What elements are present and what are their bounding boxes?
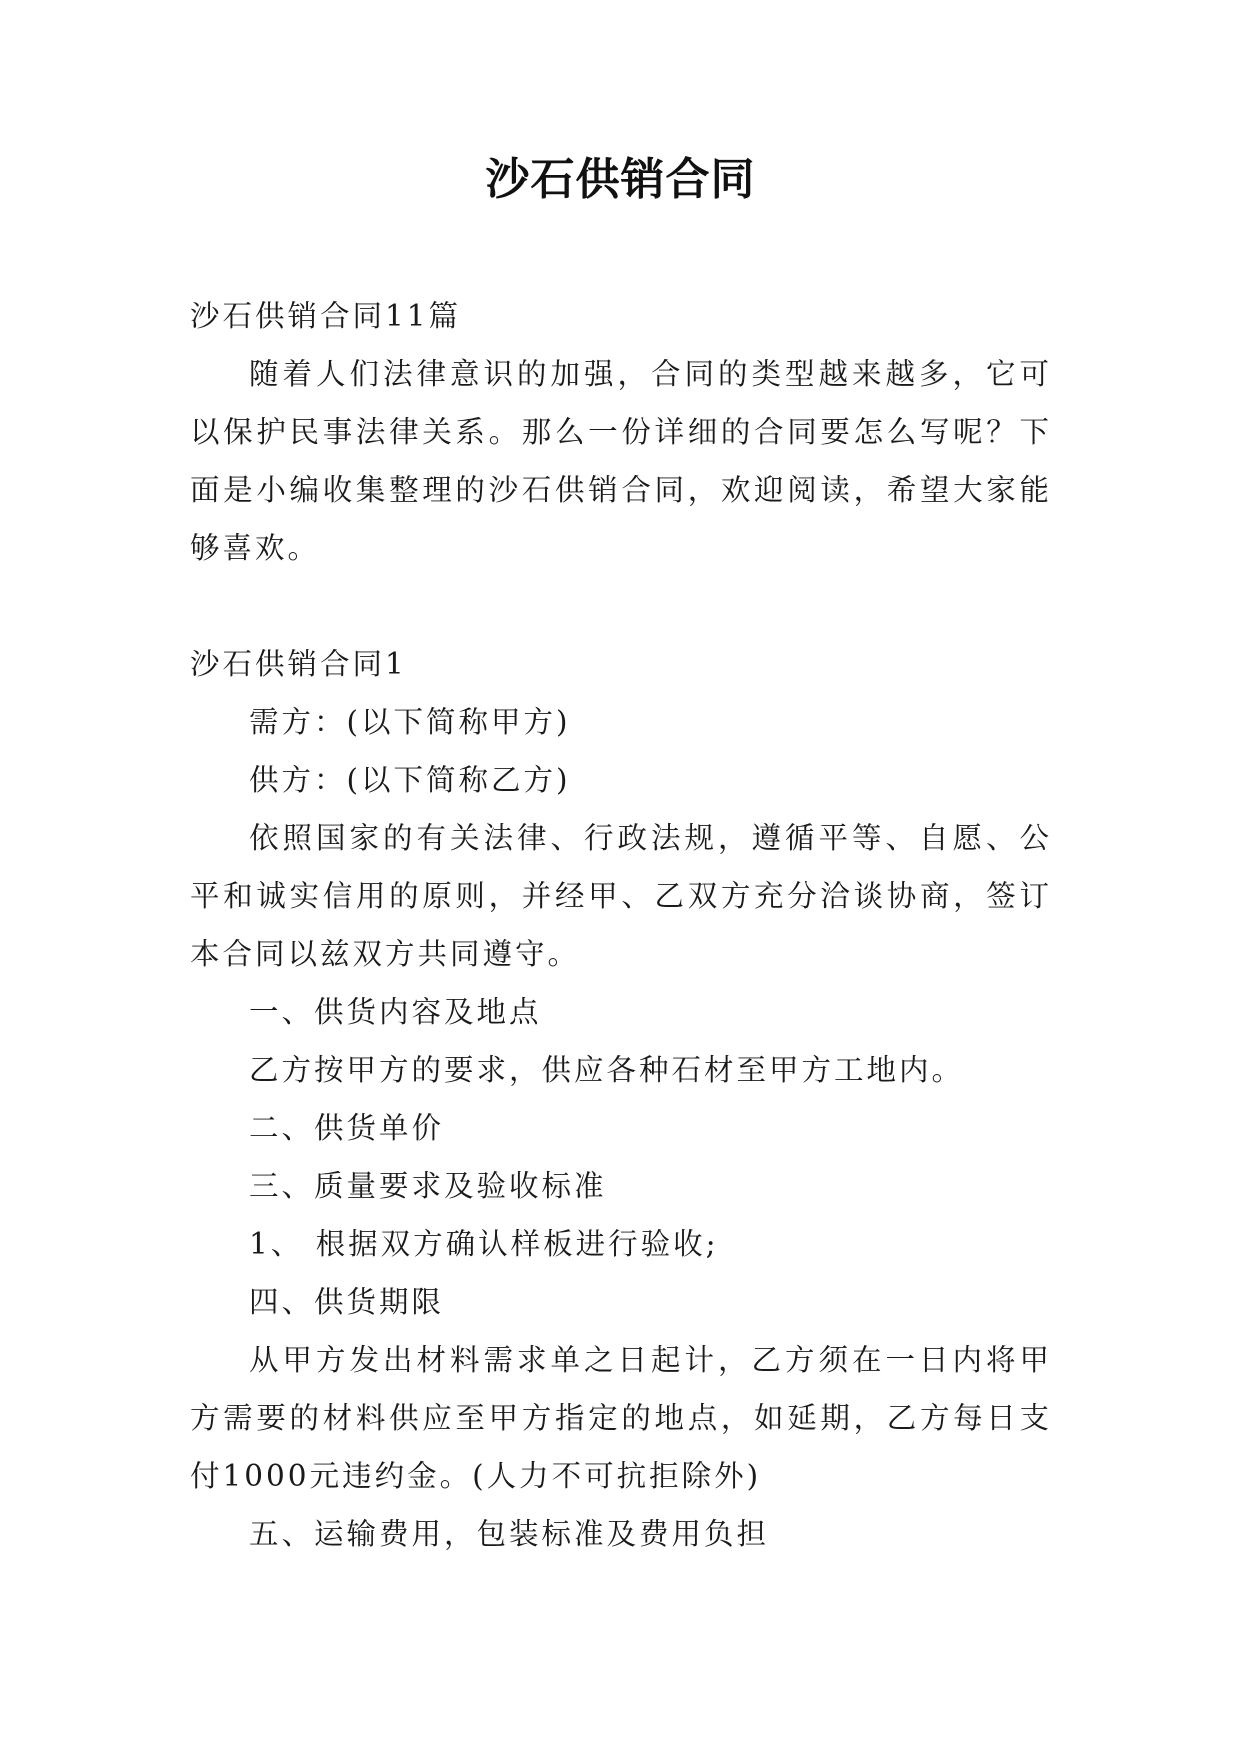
clause-item: 1、 根据双方确认样板进行验收; <box>249 1227 719 1261</box>
clause-paragraph: 乙方按甲方的要求，供应各种石材至甲方工地内。 <box>249 1053 965 1087</box>
clause-paragraph: 从甲方发出材料需求单之日起计，乙方须在一日内将甲方需要的材料供应至甲方指定的地点，如延期，乙方每日支付1000元违约金。(人力不可抗拒除外) <box>190 1343 1052 1493</box>
section-heading: 三、质量要求及验收标准 <box>249 1169 607 1203</box>
paragraph-spacer <box>190 577 1052 635</box>
document-body <box>190 287 1052 1563</box>
document-subtitle: 沙石供销合同11篇 <box>190 299 462 333</box>
document-title: 沙石供销合同 <box>485 154 756 205</box>
section-heading: 四、供货期限 <box>249 1285 445 1319</box>
preamble-paragraph: 依照国家的有关法律、行政法规，遵循平等、自愿、公平和诚实信用的原则，并经甲、乙双方充分洽谈协商，签订本合同以兹双方共同遵守。 <box>190 821 1052 971</box>
buyer-line: 需方：(以下简称甲方) <box>249 705 571 739</box>
intro-paragraph: 随着人们法律意识的加强，合同的类型越来越多，它可以保护民事法律关系。那么一份详细的合同要怎么写呢？下面是小编收集整理的沙石供销合同，欢迎阅读，希望大家能够喜欢。 <box>190 357 1052 565</box>
supplier-line: 供方：(以下简称乙方) <box>249 763 571 797</box>
section-heading: 二、供货单价 <box>249 1111 445 1145</box>
section-heading: 五、运输费用，包装标准及费用负担 <box>249 1517 770 1551</box>
section-heading: 一、供货内容及地点 <box>249 995 542 1029</box>
contract-heading: 沙石供销合同1 <box>190 647 407 681</box>
